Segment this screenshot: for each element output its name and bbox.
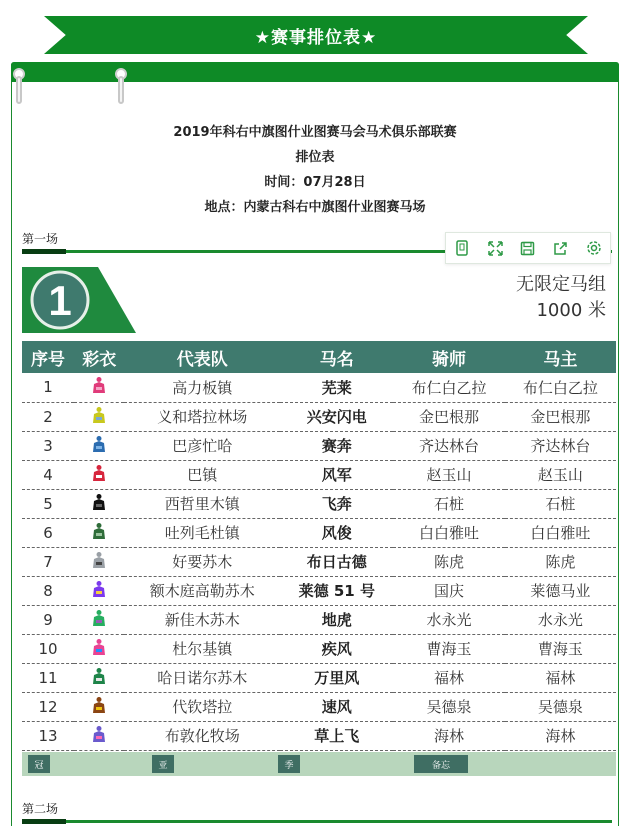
event-subtitle: 排位表: [295, 150, 335, 165]
third-place-label: 季: [278, 755, 300, 773]
jockey-silk-icon: [91, 464, 107, 486]
silk-cell: [74, 460, 124, 489]
event-venue: 地点：内蒙古科右中旗图什业图赛马场: [204, 200, 426, 215]
race-info: [516, 272, 606, 324]
team-cell: 杜尔基镇: [124, 634, 280, 663]
race-number: 1: [48, 277, 72, 324]
horse-name-cell: 飞奔: [280, 489, 393, 518]
owner-cell: 水永光: [505, 605, 616, 634]
jockey-silk-icon: [91, 406, 107, 428]
event-title: 2019年科右中旗图什业图赛马会马术俱乐部联赛: [173, 125, 457, 140]
jockey-silk-icon: [91, 638, 107, 660]
owner-cell: 陈虎: [505, 547, 616, 576]
team-cell: 巴彦忙哈: [124, 431, 280, 460]
team-cell: 吐列毛杜镇: [124, 518, 280, 547]
jockey-silk-icon: [91, 725, 107, 747]
jockey-silk-icon: [91, 551, 107, 573]
event-date: 时间：07月28日: [264, 175, 366, 190]
team-cell: 义和塔拉林场: [124, 402, 280, 431]
horse-name-cell: 风俊: [280, 518, 393, 547]
jockey-silk-icon: [91, 522, 107, 544]
horse-name-cell: 兴安闪电: [280, 402, 393, 431]
settings-icon[interactable]: [583, 237, 605, 259]
team-cell: 哈日诺尔苏木: [124, 663, 280, 692]
team-cell: 西哲里木镇: [124, 489, 280, 518]
jockey-cell: 布仁白乙拉: [393, 373, 504, 402]
jockey-cell: 白白雅吐: [393, 518, 504, 547]
table-row: [22, 605, 616, 634]
share-icon[interactable]: [550, 237, 572, 259]
expand-icon[interactable]: [484, 237, 506, 259]
table-row: [22, 518, 616, 547]
horse-name-cell: 草上飞: [280, 721, 393, 750]
silk-cell: [74, 663, 124, 692]
entry-number: 2: [22, 402, 74, 431]
silk-cell: [74, 576, 124, 605]
race-category: 无限定马组: [516, 274, 606, 295]
silk-cell: [74, 547, 124, 576]
horse-name-cell: 芜莱: [280, 373, 393, 402]
table-row: [22, 576, 616, 605]
race1-entry-table: [22, 341, 616, 751]
owner-cell: 莱德马业: [505, 576, 616, 605]
table-header-row: [22, 341, 616, 373]
entry-number: 11: [22, 663, 74, 692]
race1-section-label: 第一场: [22, 232, 59, 246]
jockey-cell: 水永光: [393, 605, 504, 634]
col-header-jockey: 骑师: [393, 341, 504, 373]
owner-cell: 海林: [505, 721, 616, 750]
memo-label: 备忘: [414, 755, 468, 773]
image-toolbar: [445, 232, 611, 264]
team-cell: 新佳木苏木: [124, 605, 280, 634]
silk-cell: [74, 518, 124, 547]
second-place-label: 亚: [152, 755, 174, 773]
owner-cell: 赵玉山: [505, 460, 616, 489]
jockey-silk-icon: [91, 435, 107, 457]
team-cell: 布敦化牧场: [124, 721, 280, 750]
save-icon[interactable]: [517, 237, 539, 259]
col-header-no: 序号: [22, 341, 74, 373]
owner-cell: 齐达林台: [505, 431, 616, 460]
horse-name-cell: 速风: [280, 692, 393, 721]
race-number-badge: [22, 267, 136, 333]
event-header: [12, 120, 618, 220]
silk-cell: [74, 634, 124, 663]
entry-number: 6: [22, 518, 74, 547]
entry-number: 7: [22, 547, 74, 576]
table-row: [22, 489, 616, 518]
race2-section-label: 第二场: [22, 802, 59, 816]
card-header-bar: [11, 62, 619, 82]
silk-cell: [74, 373, 124, 402]
jockey-cell: 齐达林台: [393, 431, 504, 460]
entry-number: 1: [22, 373, 74, 402]
entry-number: 12: [22, 692, 74, 721]
team-cell: 高力板镇: [124, 373, 280, 402]
col-header-silks: 彩衣: [74, 341, 124, 373]
horse-name-cell: 莱德 51 号: [280, 576, 393, 605]
silk-cell: [74, 721, 124, 750]
horse-name-cell: 赛奔: [280, 431, 393, 460]
entry-number: 4: [22, 460, 74, 489]
owner-cell: 福林: [505, 663, 616, 692]
result-footer-bar: [22, 752, 616, 776]
team-cell: 巴镇: [124, 460, 280, 489]
binder-ring-icon: [115, 68, 127, 106]
race-distance: 1000 米: [536, 300, 606, 321]
horse-name-cell: 布日古德: [280, 547, 393, 576]
table-row: [22, 692, 616, 721]
horse-name-cell: 疾风: [280, 634, 393, 663]
jockey-cell: 海林: [393, 721, 504, 750]
table-row: [22, 373, 616, 402]
owner-cell: 白白雅吐: [505, 518, 616, 547]
horse-name-cell: 万里风: [280, 663, 393, 692]
table-row: [22, 402, 616, 431]
silk-cell: [74, 605, 124, 634]
jockey-silk-icon: [91, 667, 107, 689]
jockey-silk-icon: [91, 696, 107, 718]
jockey-silk-icon: [91, 493, 107, 515]
silk-cell: [74, 402, 124, 431]
table-row: [22, 547, 616, 576]
team-cell: 额木庭高勒苏木: [124, 576, 280, 605]
owner-cell: 石桩: [505, 489, 616, 518]
jockey-cell: 金巴根那: [393, 402, 504, 431]
entry-number: 13: [22, 721, 74, 750]
silk-cell: [74, 431, 124, 460]
jockey-cell: 福林: [393, 663, 504, 692]
horse-name-cell: 风军: [280, 460, 393, 489]
banner-title: ★赛事排位表★: [254, 27, 378, 48]
race2-section-divider: [22, 820, 612, 823]
table-row: [22, 460, 616, 489]
owner-cell: 布仁白乙拉: [505, 373, 616, 402]
table-row: [22, 721, 616, 750]
jockey-cell: 石桩: [393, 489, 504, 518]
col-header-horse: 马名: [280, 341, 393, 373]
entry-number: 10: [22, 634, 74, 663]
jockey-cell: 吴德泉: [393, 692, 504, 721]
entry-number: 9: [22, 605, 74, 634]
horse-name-cell: 地虎: [280, 605, 393, 634]
entry-number: 8: [22, 576, 74, 605]
schedule-card: [11, 62, 619, 826]
jockey-cell: 曹海玉: [393, 634, 504, 663]
jockey-cell: 陈虎: [393, 547, 504, 576]
jockey-silk-icon: [91, 376, 107, 398]
jockey-silk-icon: [91, 609, 107, 631]
table-row: [22, 431, 616, 460]
owner-cell: 金巴根那: [505, 402, 616, 431]
team-cell: 好要苏木: [124, 547, 280, 576]
silk-cell: [74, 489, 124, 518]
jockey-silk-icon: [91, 580, 107, 602]
owner-cell: 吴德泉: [505, 692, 616, 721]
first-place-label: 冠: [28, 755, 50, 773]
col-header-team: 代表队: [124, 341, 280, 373]
binder-ring-icon: [13, 68, 25, 106]
page-banner: [44, 16, 588, 54]
owner-cell: 曹海玉: [505, 634, 616, 663]
team-cell: 代钦塔拉: [124, 692, 280, 721]
phone-icon[interactable]: [451, 237, 473, 259]
table-row: [22, 663, 616, 692]
entry-number: 3: [22, 431, 74, 460]
entry-number: 5: [22, 489, 74, 518]
jockey-cell: 赵玉山: [393, 460, 504, 489]
table-row: [22, 634, 616, 663]
jockey-cell: 国庆: [393, 576, 504, 605]
silk-cell: [74, 692, 124, 721]
col-header-owner: 马主: [505, 341, 616, 373]
